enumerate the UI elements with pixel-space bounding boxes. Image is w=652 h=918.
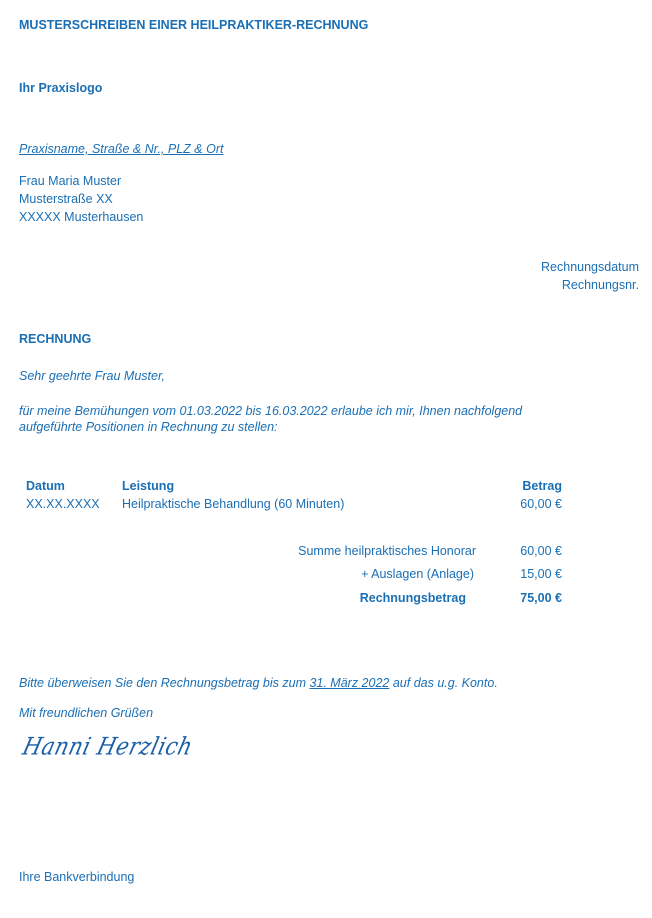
invoice-meta: [541, 258, 639, 294]
column-header-date: Datum: [26, 479, 65, 493]
invoice-date-label: Rechnungsdatum: [541, 260, 639, 274]
recipient-name: Frau Maria Muster: [19, 174, 122, 188]
bank-details-label: Ihre Bankverbindung: [19, 870, 135, 884]
subtotal-value: 60,00 €: [520, 544, 562, 558]
document-heading: MUSTERSCHREIBEN EINER HEILPRAKTIKER-RECHNUNG: [19, 18, 369, 32]
recipient-address: [19, 172, 143, 226]
sender-line: Praxisname, Straße & Nr., PLZ & Ort: [19, 142, 224, 156]
signature: Hanni Herzlich: [20, 732, 196, 760]
payment-due-date: 31. März 2022: [309, 676, 390, 690]
total-label: Rechnungsbetrag: [359, 591, 466, 605]
salutation: Sehr geehrte Frau Muster,: [19, 369, 165, 383]
row-service: Heilpraktische Behandlung (60 Minuten): [122, 497, 345, 511]
row-amount: 60,00 €: [520, 497, 562, 511]
intro-text: [19, 403, 522, 435]
column-header-amount: Betrag: [522, 479, 562, 493]
invoice-title: RECHNUNG: [19, 332, 92, 346]
column-header-service: Leistung: [122, 479, 175, 493]
subtotal-label: Summe heilpraktisches Honorar: [298, 544, 476, 558]
row-date: XX.XX.XXXX: [26, 497, 100, 511]
closing-greeting: Mit freundlichen Grüßen: [19, 706, 154, 720]
invoice-number-label: Rechnungsnr.: [561, 278, 639, 292]
payment-suffix: auf das u.g. Konto.: [389, 676, 498, 690]
recipient-street: Musterstraße XX: [19, 192, 113, 206]
intro-line-1: für meine Bemühungen vom 01.03.2022 bis 16.03.2022 erlaube ich mir, Ihnen nachfolgend: [19, 404, 523, 418]
total-value: 75,00 €: [520, 591, 562, 605]
expenses-value: 15,00 €: [520, 567, 562, 581]
logo-placeholder: Ihr Praxislogo: [19, 81, 103, 95]
payment-instruction: [19, 676, 498, 690]
payment-prefix: Bitte überweisen Sie den Rechnungsbetrag bis zum: [19, 676, 310, 690]
expenses-label: + Auslagen (Anlage): [361, 567, 474, 581]
intro-line-2: aufgeführte Positionen in Rechnung zu stellen:: [19, 420, 278, 434]
recipient-city: XXXXX Musterhausen: [19, 210, 144, 224]
